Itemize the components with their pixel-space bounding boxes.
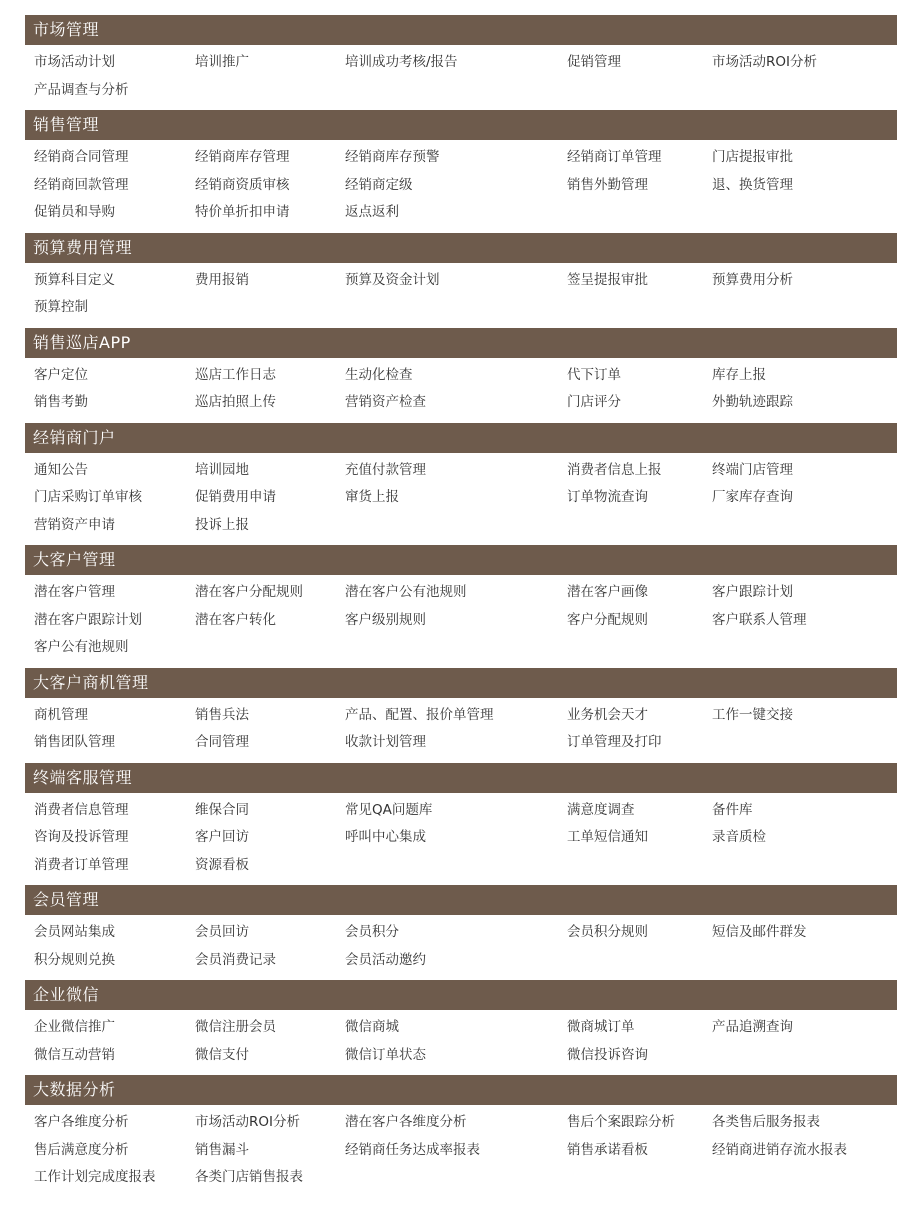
module-link[interactable]: 预算费用分析: [712, 271, 793, 288]
module-link[interactable]: 退、换货管理: [712, 176, 793, 193]
module-link[interactable]: 会员网站集成: [34, 924, 115, 940]
section-list: [25, 15, 897, 1198]
module-link[interactable]: 充值付款管理: [345, 461, 426, 478]
module-link[interactable]: 生动化检查: [345, 366, 413, 383]
module-link[interactable]: 工单短信通知: [567, 829, 648, 845]
module-link[interactable]: 各类门店销售报表: [195, 1169, 303, 1185]
module-link[interactable]: 客户各维度分析: [34, 1114, 129, 1130]
module-link[interactable]: 订单物流查询: [567, 489, 648, 505]
module-link[interactable]: 预算控制: [34, 299, 88, 315]
section: [25, 1075, 897, 1198]
section: [25, 545, 897, 668]
module-link[interactable]: 市场活动ROI分析: [712, 54, 817, 70]
module-link[interactable]: 订单管理及打印: [567, 734, 662, 750]
module-link[interactable]: 经销商资质审核: [195, 176, 290, 193]
module-link[interactable]: 售后个案跟踪分析: [567, 1114, 675, 1130]
module-link[interactable]: 录音质检: [712, 829, 766, 845]
module-link[interactable]: 客户跟踪计划: [712, 584, 793, 600]
module-link[interactable]: 积分规则兑换: [34, 951, 115, 968]
module-link[interactable]: 备件库: [712, 801, 753, 818]
module-link[interactable]: 商机管理: [34, 706, 88, 723]
section-title: 市场管理: [25, 15, 897, 45]
module-link[interactable]: 消费者信息上报: [567, 461, 662, 478]
module-link[interactable]: 促销管理: [567, 54, 621, 70]
section-items: [25, 1105, 897, 1198]
section: [25, 763, 897, 886]
module-link[interactable]: 潜在客户公有池规则: [345, 584, 467, 600]
module-link[interactable]: 市场活动计划: [34, 54, 115, 70]
module-link[interactable]: 门店采购订单审核: [34, 489, 142, 505]
module-link[interactable]: 业务机会天才: [567, 706, 648, 723]
section: [25, 233, 897, 328]
section: [25, 885, 897, 980]
module-link[interactable]: 销售外勤管理: [567, 176, 648, 193]
module-link[interactable]: 消费者订单管理: [34, 856, 129, 873]
module-link[interactable]: 微信商城: [345, 1019, 399, 1035]
section-title: 终端客服管理: [25, 763, 897, 793]
module-link[interactable]: 合同管理: [195, 734, 249, 750]
module-link[interactable]: 门店提报审批: [712, 149, 793, 165]
module-link[interactable]: 经销商任务达成率报表: [345, 1141, 480, 1158]
module-link[interactable]: 厂家库存查询: [712, 489, 793, 505]
section-title: 预算费用管理: [25, 233, 897, 263]
section-items: [25, 1010, 897, 1075]
section-items: [25, 140, 897, 233]
module-link[interactable]: 库存上报: [712, 366, 766, 383]
module-link[interactable]: 客户回访: [195, 829, 249, 845]
module-link[interactable]: 产品、配置、报价单管理: [345, 706, 494, 723]
module-link[interactable]: 微信互动营销: [34, 1046, 115, 1063]
module-link[interactable]: 签呈提报审批: [567, 271, 648, 288]
module-link[interactable]: 潜在客户管理: [34, 584, 115, 600]
section-title: 经销商门户: [25, 423, 897, 453]
section: [25, 980, 897, 1075]
section: [25, 423, 897, 546]
section-title: 企业微信: [25, 980, 897, 1010]
section-title: 会员管理: [25, 885, 897, 915]
module-link[interactable]: 通知公告: [34, 461, 88, 478]
module-link[interactable]: 微信支付: [195, 1046, 249, 1063]
module-link[interactable]: 客户定位: [34, 366, 88, 383]
module-link[interactable]: 培训成功考核/报告: [345, 54, 458, 70]
module-link[interactable]: 微信订单状态: [345, 1046, 426, 1063]
section-items: [25, 45, 897, 110]
module-link[interactable]: 微商城订单: [567, 1019, 635, 1035]
module-link[interactable]: 会员积分: [345, 924, 399, 940]
module-link[interactable]: 经销商订单管理: [567, 149, 662, 165]
module-link[interactable]: 微信投诉咨询: [567, 1046, 648, 1063]
module-link[interactable]: 培训园地: [195, 461, 249, 478]
section: [25, 328, 897, 423]
module-link[interactable]: 终端门店管理: [712, 461, 793, 478]
module-link[interactable]: 特价单折扣申请: [195, 204, 290, 220]
module-link[interactable]: 收款计划管理: [345, 734, 426, 750]
module-link[interactable]: 销售承诺看板: [567, 1141, 648, 1158]
module-link[interactable]: 短信及邮件群发: [712, 924, 807, 940]
module-link[interactable]: 客户分配规则: [567, 611, 648, 628]
module-link[interactable]: 资源看板: [195, 856, 249, 873]
section-items: [25, 453, 897, 546]
module-link[interactable]: 促销费用申请: [195, 489, 276, 505]
module-link[interactable]: 市场活动ROI分析: [195, 1114, 300, 1130]
module-link[interactable]: 销售团队管理: [34, 734, 115, 750]
module-link[interactable]: 投诉上报: [195, 516, 249, 533]
module-link[interactable]: 常见QA问题库: [345, 801, 433, 818]
module-link[interactable]: 满意度调查: [567, 801, 635, 818]
module-link[interactable]: 潜在客户画像: [567, 584, 648, 600]
module-link[interactable]: 各类售后服务报表: [712, 1114, 820, 1130]
module-link[interactable]: 窜货上报: [345, 489, 399, 505]
section-items: [25, 698, 897, 763]
module-link[interactable]: 潜在客户各维度分析: [345, 1114, 467, 1130]
module-link[interactable]: 工作一键交接: [712, 706, 793, 723]
section-title: 销售巡店APP: [25, 328, 897, 358]
module-link[interactable]: 营销资产申请: [34, 516, 115, 533]
module-link[interactable]: 微信注册会员: [195, 1019, 276, 1035]
module-link[interactable]: 客户级别规则: [345, 611, 426, 628]
module-link[interactable]: 巡店工作日志: [195, 366, 276, 383]
module-link[interactable]: 潜在客户分配规则: [195, 584, 303, 600]
module-link[interactable]: 会员回访: [195, 924, 249, 940]
module-link[interactable]: 售后满意度分析: [34, 1141, 129, 1158]
module-link[interactable]: 销售考勤: [34, 394, 88, 410]
section-title: 大客户管理: [25, 545, 897, 575]
module-link[interactable]: 维保合同: [195, 801, 249, 818]
module-link[interactable]: 客户公有池规则: [34, 639, 129, 655]
module-link[interactable]: 会员积分规则: [567, 924, 648, 940]
module-link[interactable]: 产品追溯查询: [712, 1019, 793, 1035]
module-catalog: [25, 15, 897, 1198]
module-link[interactable]: 培训推广: [195, 54, 249, 70]
module-link[interactable]: 销售兵法: [195, 706, 249, 723]
section-title: 销售管理: [25, 110, 897, 140]
module-link[interactable]: 经销商定级: [345, 176, 413, 193]
module-link[interactable]: 促销员和导购: [34, 204, 115, 220]
section-items: [25, 358, 897, 423]
module-link[interactable]: 经销商库存预警: [345, 149, 440, 165]
module-link[interactable]: 经销商回款管理: [34, 176, 129, 193]
section-items: [25, 575, 897, 668]
module-link[interactable]: 会员消费记录: [195, 951, 276, 968]
module-link[interactable]: 经销商进销存流水报表: [712, 1141, 847, 1158]
module-link[interactable]: 经销商合同管理: [34, 149, 129, 165]
module-link[interactable]: 潜在客户转化: [195, 611, 276, 628]
section: [25, 15, 897, 110]
module-link[interactable]: 预算及资金计划: [345, 271, 440, 288]
section-items: [25, 915, 897, 980]
section-items: [25, 263, 897, 328]
section-title: 大数据分析: [25, 1075, 897, 1105]
module-link[interactable]: 营销资产检查: [345, 394, 426, 410]
module-link[interactable]: 产品调查与分析: [34, 81, 129, 98]
module-link[interactable]: 巡店拍照上传: [195, 394, 276, 410]
module-link[interactable]: 代下订单: [567, 366, 621, 383]
module-link[interactable]: 门店评分: [567, 394, 621, 410]
module-link[interactable]: 潜在客户跟踪计划: [34, 611, 142, 628]
module-link[interactable]: 客户联系人管理: [712, 611, 807, 628]
module-link[interactable]: 经销商库存管理: [195, 149, 290, 165]
section: [25, 110, 897, 233]
module-link[interactable]: 工作计划完成度报表: [34, 1169, 156, 1185]
module-link[interactable]: 会员活动邀约: [345, 951, 426, 968]
module-link[interactable]: 消费者信息管理: [34, 801, 129, 818]
module-link[interactable]: 外勤轨迹跟踪: [712, 394, 793, 410]
module-link[interactable]: 销售漏斗: [195, 1141, 249, 1158]
section-items: [25, 793, 897, 886]
module-link[interactable]: 预算科目定义: [34, 271, 115, 288]
module-link[interactable]: 企业微信推广: [34, 1019, 115, 1035]
section: [25, 668, 897, 763]
module-link[interactable]: 返点返利: [345, 204, 399, 220]
module-link[interactable]: 咨询及投诉管理: [34, 829, 129, 845]
section-title: 大客户商机管理: [25, 668, 897, 698]
module-link[interactable]: 呼叫中心集成: [345, 829, 426, 845]
module-link[interactable]: 费用报销: [195, 271, 249, 288]
